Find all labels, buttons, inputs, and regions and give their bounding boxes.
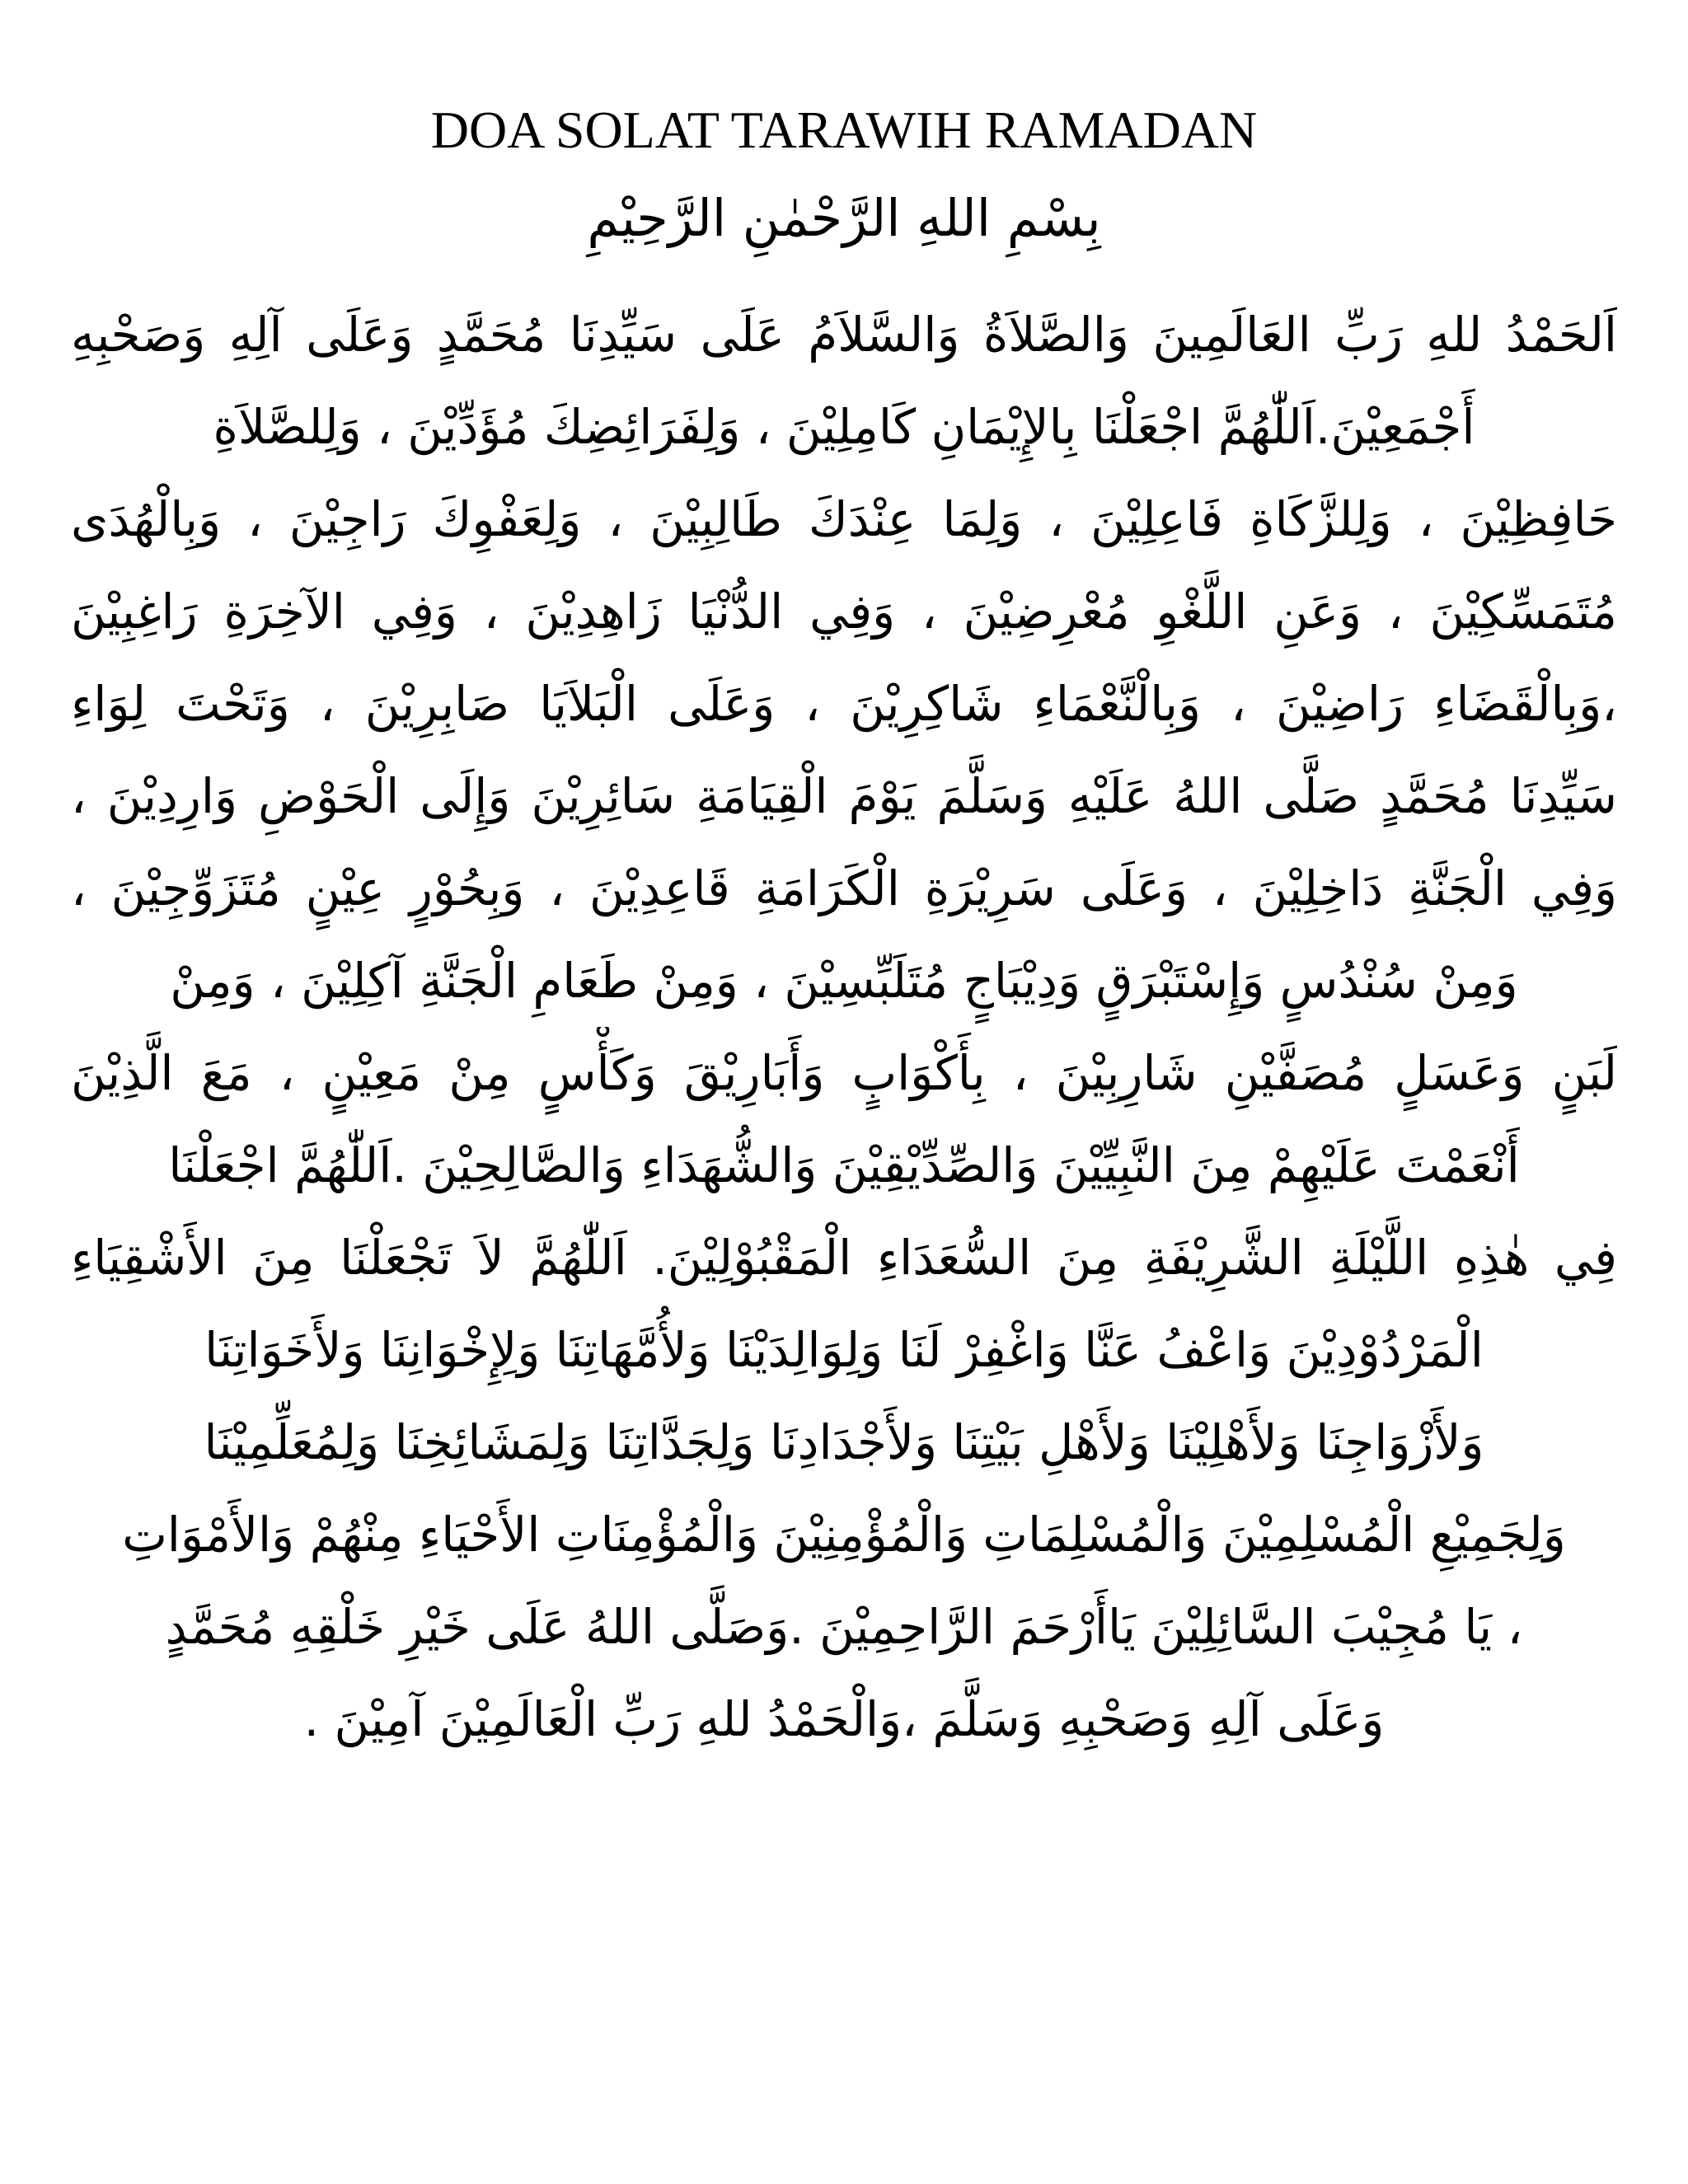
prayer-line-10: أَنْعَمْتَ عَلَيْهِمْ مِنَ النَّبِيِّيْنَ وَالصِّدِّيْقِيْنَ وَالشُّهَدَاءِ وَالصَّالِحِيْنَ .اَللّٰهُمَّ اجْعَلْنَا (168, 1137, 1520, 1193)
prayer-line-3: حَافِظِيْنَ ، وَلِلزَّكَاةِ فَاعِلِيْنَ ، وَلِمَا عِنْدَكَ طَالِبِيْنَ ، وَلِعَفْوِكَ رَاجِيْنَ ، وَبِالْهُدَى (71, 491, 1617, 547)
prayer-line-8: وَمِنْ سُنْدُسٍ وَإِسْتَبْرَقٍ وَدِيْبَاجٍ مُتَلَبِّسِيْنَ ، وَمِنْ طَعَامِ الْجَنَّةِ آكِلِيْنَ ، وَمِنْ (170, 953, 1518, 1009)
prayer-line-6: سَيِّدِنَا مُحَمَّدٍ صَلَّى اللهُ عَلَيْهِ وَسَلَّمَ يَوْمَ الْقِيَامَةِ سَائِرِيْنَ وَإِلَى الْحَوْضِ وَارِدِيْنَ ، (71, 768, 1617, 824)
prayer-line-5: ،وَبِالْقَضَاءِ رَاضِيْنَ ، وَبِالْنَّعْمَاءِ شَاكِرِيْنَ ، وَعَلَى الْبَلاَيَا صَابِرِيْنَ ، وَتَحْتَ لِوَاءِ (71, 676, 1617, 732)
prayer-line-13: وَلأَزْوَاجِنَا وَلأَهْلِيْنَا وَلأَهْلِ بَيْتِنَا وَلأَجْدَادِنَا وَلِجَدَّاتِنَا وَلِمَشَائِخِنَا وَلِمُعَلِّمِيْنَا (204, 1414, 1484, 1470)
prayer-line-14: وَلِجَمِيْعِ الْمُسْلِمِيْنَ وَالْمُسْلِمَاتِ وَالْمُؤْمِنِيْنَ وَالْمُؤْمِنَاتِ الأَحْيَاءِ مِنْهُمْ وَالأَمْوَاتِ (122, 1507, 1566, 1563)
basmala-heading: بِسْمِ اللهِ الرَّحْمٰنِ الرَّحِيْمِ (587, 188, 1101, 248)
prayer-line-15: ، يَا مُجِيْبَ السَّائِلِيْنَ يَاأَرْحَمَ الرَّاحِمِيْنَ .وَصَلَّى اللهُ عَلَى خَيْرِ خَلْقِهِ مُحَمَّدٍ (165, 1599, 1523, 1655)
prayer-line-12: الْمَرْدُوْدِيْنَ وَاعْفُ عَنَّا وَاغْفِرْ لَنَا وَلِوَالِدَيْنَا وَلأُمَّهَاتِنَا وَلِإِخْوَانِنَا وَلأَخَوَاتِنَا (204, 1322, 1484, 1378)
prayer-line-7: وَفِي الْجَنَّةِ دَاخِلِيْنَ ، وَعَلَى سَرِيْرَةِ الْكَرَامَةِ قَاعِدِيْنَ ، وَبِحُوْرٍ عِيْنٍ مُتَزَوِّجِيْنَ ، (71, 860, 1617, 916)
prayer-text (71, 288, 1617, 1765)
prayer-line-2: أَجْمَعِيْنَ.اَللّٰهُمَّ اجْعَلْنَا بِالإِيْمَانِ كَامِلِيْنَ ، وَلِفَرَائِضِكَ مُؤَدِّيْنَ ، وَلِلصَّلاَةِ (213, 399, 1475, 455)
page-title: DOA SOLAT TARAWIH RAMADAN (430, 101, 1258, 159)
prayer-line-11: فِي هٰذِهِ اللَّيْلَةِ الشَّرِيْفَةِ مِنَ السُّعَدَاءِ الْمَقْبُوْلِيْنَ. اَللّٰهُمَّ لاَ تَجْعَلْنَا مِنَ الأَشْقِيَاءِ (71, 1230, 1617, 1286)
prayer-line-9: لَبَنٍ وَعَسَلٍ مُصَفَّيْنِ شَارِبِيْنَ ، بِأَكْوَابٍ وَأَبَارِيْقَ وَكَأْسٍ مِنْ مَعِيْنٍ ، مَعَ الَّذِيْنَ (71, 1045, 1617, 1101)
prayer-line-4: مُتَمَسِّكِيْنَ ، وَعَنِ اللَّغْوِ مُعْرِضِيْنَ ، وَفِي الدُّنْيَا زَاهِدِيْنَ ، وَفِي الآخِرَةِ رَاغِبِيْنَ (71, 583, 1617, 640)
prayer-line-1: اَلحَمْدُ للهِ رَبِّ العَالَمِينَ وَالصَّلاَةُ وَالسَّلاَمُ عَلَى سَيِّدِنَا مُحَمَّدٍ وَعَلَى آلِهِ وَصَحْبِهِ (71, 307, 1617, 363)
prayer-line-16: وَعَلَى آلِهِ وَصَحْبِهِ وَسَلَّمَ ،وَالْحَمْدُ للهِ رَبِّ الْعَالَمِيْنَ آمِيْنَ . (303, 1691, 1385, 1747)
